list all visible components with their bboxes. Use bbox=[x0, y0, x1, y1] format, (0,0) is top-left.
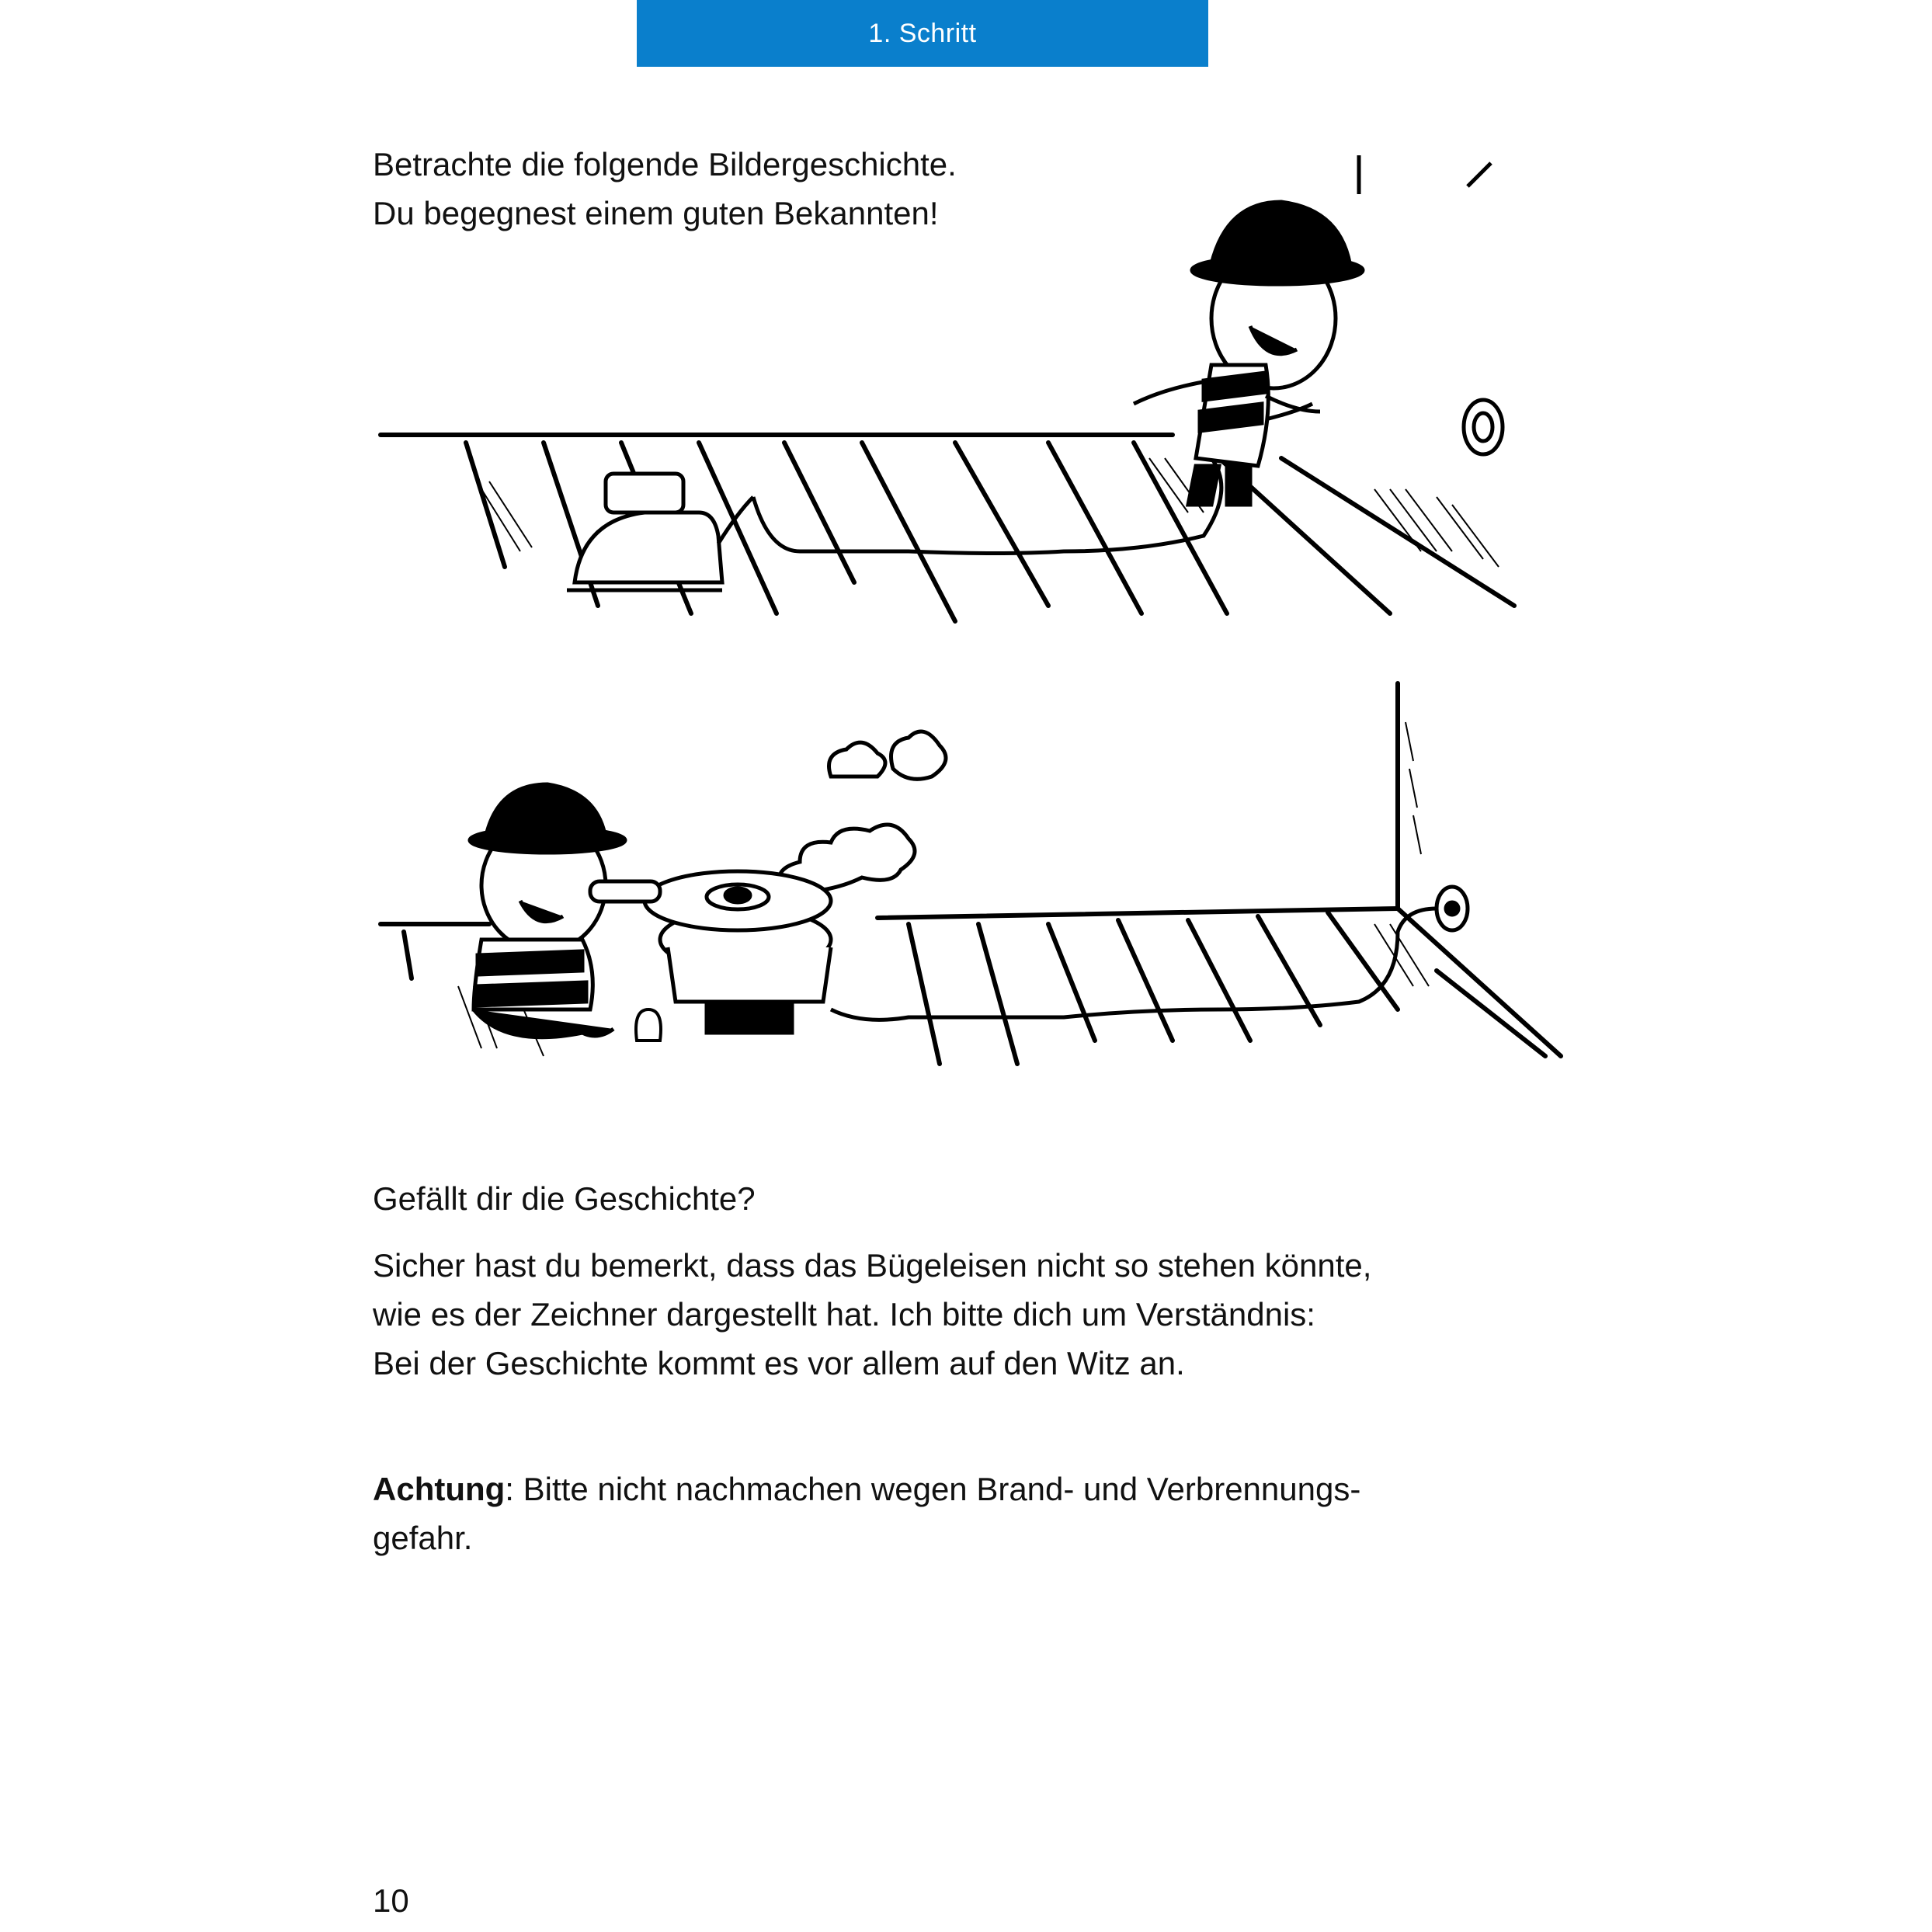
warning-note bbox=[373, 1465, 1506, 1562]
paragraph-line-1: Sicher hast du bemerkt, dass das Bügeleisen nicht so stehen könnte, bbox=[373, 1247, 1372, 1284]
explanation-paragraph bbox=[373, 1241, 1506, 1388]
cartoon-iron-cooking-scene-icon bbox=[365, 676, 1592, 1079]
page-number: 10 bbox=[373, 1882, 409, 1919]
question-text bbox=[373, 1174, 1506, 1223]
intro-line-2: Du begegnest einem guten Bekannten! bbox=[373, 195, 939, 231]
step-label: 1. Schritt bbox=[868, 18, 977, 48]
warning-line-2: gefahr. bbox=[373, 1520, 473, 1556]
warning-line-1 bbox=[373, 1465, 1506, 1513]
warning-label: Achtung bbox=[373, 1471, 506, 1507]
paragraph-line-2: wie es der Zeichner dargestellt hat. Ich bitte dich um Verständnis: bbox=[373, 1296, 1315, 1333]
question-line: Gefällt dir die Geschichte? bbox=[373, 1180, 756, 1217]
paragraph-line-3: Bei der Geschichte kommt es vor allem auf den Witz an. bbox=[373, 1345, 1185, 1381]
step-header-band bbox=[637, 0, 1208, 67]
warning-text-1: : Bitte nicht nachmachen wegen Brand- und Verbrennungs- bbox=[505, 1471, 1361, 1507]
illustration-panel-1 bbox=[365, 148, 1545, 645]
intro-line-1: Betrachte die folgende Bildergeschichte. bbox=[373, 146, 957, 182]
illustration-panel-2 bbox=[365, 676, 1592, 1079]
cartoon-iron-plug-scene-icon bbox=[365, 148, 1545, 645]
